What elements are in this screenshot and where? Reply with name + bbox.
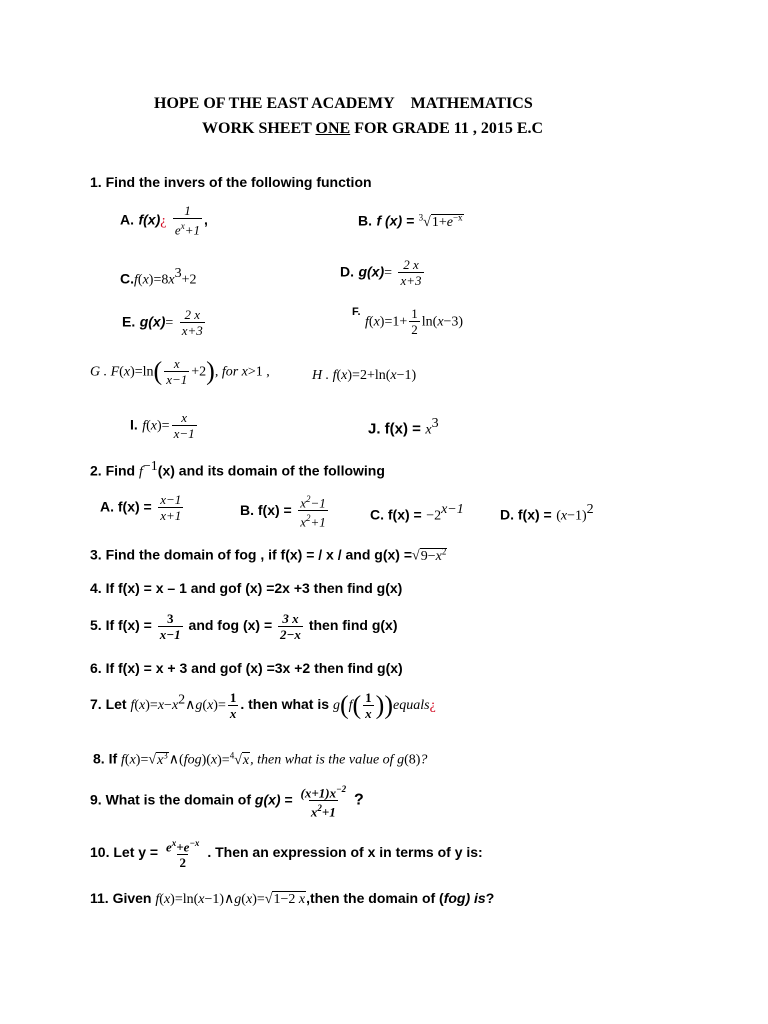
question-6: 6. If f(x) = x + 3 and gof (x) =3x +2 then find g(x) — [90, 660, 403, 676]
header-line-1 — [154, 95, 533, 113]
question-9: 9. What is the domain of g(x) = $\frac{(x+1)x^{-2}}{x^2+1}$ ? — [90, 784, 364, 820]
school-name: HOPE OF THE EAST ACADEMY — [154, 95, 395, 112]
q1-item-f: $^{F.}$ f(x)=1+ $\frac{1}{2}$ ln(x−3) — [352, 306, 464, 337]
q2-item-c: C. $f(x) = -2^{x-1}$ — [370, 502, 464, 524]
question-3: 3. Find the domain of fog , if f(x) = / x / and $g(x) =√9-x^2$ — [90, 546, 447, 564]
question-5: 5. If f(x) = $\frac{3}{x-1}$ and fog (x) = $\frac{3 x}{2-x}$ then find g(x) — [90, 611, 398, 642]
question-10: 10. Let y = $\frac{e^x+e^{-x}}{2}$ . Then an expression of x in terms of y is: — [90, 838, 483, 871]
q2-item-a: A. f(x) = $\frac{x-1}{x+1}$ — [100, 492, 182, 523]
subject-name: MATHEMATICS — [410, 95, 533, 112]
header-line-2: WORK SHEET ONE FOR GRADE 11 , 2015 E.C — [202, 120, 544, 137]
question-4: 4. If f(x) = x – 1 and gof (x) =2x +3 then find g(x) — [90, 580, 403, 596]
q1-item-h: H . f(x)=2+ln(x−1) — [312, 368, 417, 383]
question-1-prompt: 1. Find the invers of the following function — [90, 174, 372, 190]
q1-item-g: G . F(x)=ln( $\frac{x}{x-1}$ +2), for x>1 , — [90, 356, 270, 387]
question-11: 11. Given f(x)=ln(x−1)∧g(x)=√1−2 x,then the domain of (fog) is? — [90, 890, 495, 907]
worksheet-number: ONE — [315, 120, 351, 137]
q1-item-i: I. f(x)= $\frac{x}{x-1}$ — [130, 410, 195, 441]
q2-item-b: B. f(x) = $\frac{x^2-1}{x^2+1}$ — [240, 494, 326, 530]
q1-item-e: E. g(x)= $\frac{2 x}{x+3}$ — [122, 307, 203, 338]
q1-item-c: $C.f(x)=8x^3+2$ — [120, 266, 197, 288]
question-8: 8. If $f(x)=√x^3\wedge(fog)(x)=^4√x$, then what is the value of g(8)? — [93, 750, 428, 768]
q1-item-b: B. f $(x) = ^3√1+e^{-x}$ — [358, 212, 463, 230]
question-2-prompt: 2. Find $f^{-1}(x)$ and its domain of the following — [90, 459, 385, 480]
q1-item-d: D. g(x)= $\frac{2 x}{x+3}$ — [340, 257, 422, 288]
q2-item-d: D. $f(x) = (x-1)^2$ — [500, 502, 594, 524]
q1-item-a: A. f(x)¿ $\frac{1}{e^x+1}$ , — [120, 203, 208, 238]
question-7: 7. Let $f(x)=x-x^2\wedge g(x)=$ $\frac{1}{x}$ . then what is g(f( $\frac{1}{x}$ ))equals¿ — [90, 690, 436, 721]
q1-item-j: J. $f(x) = x^3$ — [368, 416, 439, 438]
